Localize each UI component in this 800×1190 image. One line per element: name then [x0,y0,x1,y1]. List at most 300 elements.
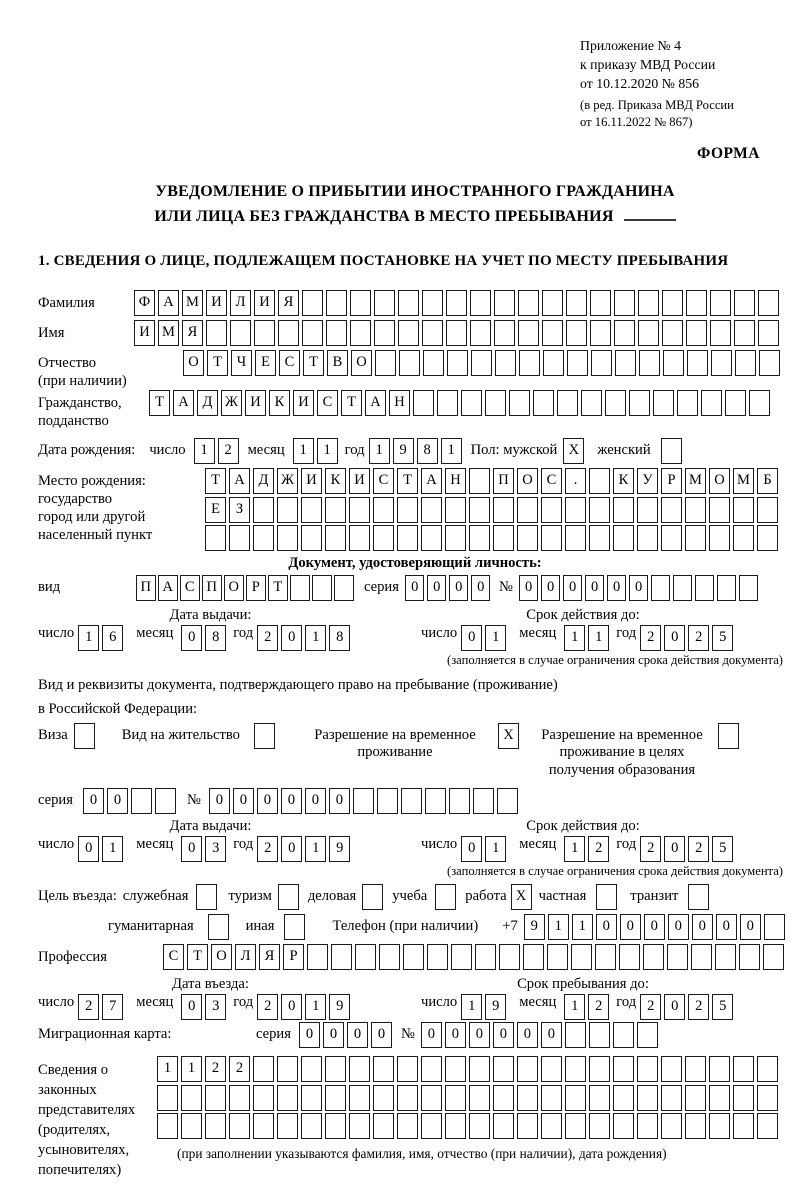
char-cell[interactable] [685,1085,706,1111]
char-cell[interactable] [373,1056,394,1082]
char-cell[interactable]: 0 [644,914,665,940]
char-cell[interactable] [565,1022,586,1048]
char-cell[interactable] [181,1113,202,1139]
char-cell[interactable] [446,320,467,346]
char-cell[interactable]: 2 [688,625,709,651]
char-cell[interactable]: 5 [712,625,733,651]
char-cell[interactable] [349,1085,370,1111]
char-cell[interactable] [651,575,671,601]
char-cell[interactable] [733,1085,754,1111]
char-cell[interactable] [517,497,538,523]
char-cell[interactable]: 0 [620,914,641,940]
char-cell[interactable]: Т [187,944,208,970]
char-cell[interactable] [517,1056,538,1082]
char-cell[interactable]: А [158,575,178,601]
char-cell[interactable] [711,350,732,376]
char-cell[interactable]: А [158,290,179,316]
char-cell[interactable]: 1 [564,625,585,651]
char-cell[interactable] [495,350,516,376]
char-cell[interactable] [615,350,636,376]
char-cell[interactable]: 5 [712,994,733,1020]
char-cell[interactable] [349,1056,370,1082]
char-cell[interactable] [449,788,470,814]
char-cell[interactable]: 0 [461,625,482,651]
char-cell[interactable] [397,525,418,551]
char-cell[interactable] [425,788,446,814]
char-cell[interactable] [422,320,443,346]
char-cell[interactable]: С [541,468,562,494]
char-cell[interactable] [445,497,466,523]
char-cell[interactable] [518,320,539,346]
char-cell[interactable] [373,1085,394,1111]
char-cell[interactable] [565,497,586,523]
char-cell[interactable] [662,290,683,316]
char-cell[interactable] [205,1085,226,1111]
char-cell[interactable]: 0 [493,1022,514,1048]
char-cell[interactable] [541,1085,562,1111]
char-cell[interactable]: 1 [564,994,585,1020]
char-cell[interactable] [413,390,434,416]
char-cell[interactable] [639,350,660,376]
char-cell[interactable] [355,944,376,970]
char-cell[interactable]: Т [268,575,288,601]
char-cell[interactable]: Ф [134,290,155,316]
char-cell[interactable] [397,1056,418,1082]
char-cell[interactable] [494,320,515,346]
char-cell[interactable]: 0 [209,788,230,814]
char-cell[interactable] [131,788,152,814]
char-cell[interactable] [589,1113,610,1139]
char-cell[interactable] [421,525,442,551]
char-cell[interactable]: 0 [405,575,425,601]
char-cell[interactable] [307,944,328,970]
char-cell[interactable]: С [373,468,394,494]
char-cell[interactable] [499,944,520,970]
char-cell[interactable] [469,1113,490,1139]
char-cell[interactable]: 0 [541,575,561,601]
char-cell[interactable] [475,944,496,970]
char-cell[interactable] [653,390,674,416]
char-cell[interactable] [446,290,467,316]
checkbox-cell[interactable] [435,884,456,910]
checkbox-cell[interactable] [718,723,739,749]
char-cell[interactable]: 0 [664,625,685,651]
char-cell[interactable] [397,497,418,523]
char-cell[interactable] [629,390,650,416]
char-cell[interactable] [229,1113,250,1139]
char-cell[interactable] [397,1085,418,1111]
char-cell[interactable] [470,290,491,316]
char-cell[interactable]: 1 [194,438,215,464]
char-cell[interactable] [253,1056,274,1082]
char-cell[interactable] [533,390,554,416]
checkbox-cell[interactable] [688,884,709,910]
char-cell[interactable]: 0 [181,994,202,1020]
char-cell[interactable] [350,290,371,316]
char-cell[interactable]: 0 [233,788,254,814]
char-cell[interactable] [638,290,659,316]
char-cell[interactable]: 0 [445,1022,466,1048]
char-cell[interactable]: Т [205,468,226,494]
char-cell[interactable]: Д [253,468,274,494]
char-cell[interactable]: С [279,350,300,376]
char-cell[interactable]: 2 [257,994,278,1020]
char-cell[interactable]: 8 [417,438,438,464]
char-cell[interactable]: 0 [692,914,713,940]
char-cell[interactable]: 2 [588,994,609,1020]
char-cell[interactable]: 0 [461,836,482,862]
checkbox-cell[interactable]: X [563,438,584,464]
char-cell[interactable]: 3 [205,836,226,862]
char-cell[interactable]: Т [341,390,362,416]
char-cell[interactable] [398,290,419,316]
char-cell[interactable]: Л [230,290,251,316]
char-cell[interactable] [473,788,494,814]
char-cell[interactable]: 1 [293,438,314,464]
char-cell[interactable]: 0 [664,994,685,1020]
char-cell[interactable]: М [158,320,179,346]
char-cell[interactable]: 9 [485,994,506,1020]
char-cell[interactable] [325,1085,346,1111]
char-cell[interactable] [253,497,274,523]
char-cell[interactable] [349,525,370,551]
char-cell[interactable]: 0 [629,575,649,601]
char-cell[interactable] [374,290,395,316]
char-cell[interactable] [302,290,323,316]
char-cell[interactable] [758,290,779,316]
char-cell[interactable]: З [229,497,250,523]
char-cell[interactable]: 0 [323,1022,344,1048]
char-cell[interactable]: 1 [181,1056,202,1082]
char-cell[interactable] [349,1113,370,1139]
char-cell[interactable] [661,525,682,551]
char-cell[interactable] [565,1085,586,1111]
char-cell[interactable] [485,390,506,416]
char-cell[interactable] [637,1085,658,1111]
char-cell[interactable] [565,525,586,551]
char-cell[interactable] [589,1022,610,1048]
char-cell[interactable] [557,390,578,416]
char-cell[interactable] [739,575,759,601]
char-cell[interactable] [421,1113,442,1139]
char-cell[interactable]: 1 [317,438,338,464]
char-cell[interactable] [229,1085,250,1111]
char-cell[interactable] [325,497,346,523]
char-cell[interactable]: 1 [102,836,123,862]
char-cell[interactable] [181,1085,202,1111]
char-cell[interactable] [373,497,394,523]
char-cell[interactable] [423,350,444,376]
char-cell[interactable] [725,390,746,416]
char-cell[interactable] [523,944,544,970]
char-cell[interactable] [451,944,472,970]
char-cell[interactable] [470,320,491,346]
char-cell[interactable]: В [327,350,348,376]
char-cell[interactable]: 2 [257,625,278,651]
char-cell[interactable] [565,1056,586,1082]
char-cell[interactable] [469,497,490,523]
char-cell[interactable] [325,1113,346,1139]
char-cell[interactable]: А [173,390,194,416]
char-cell[interactable] [710,320,731,346]
char-cell[interactable] [566,290,587,316]
char-cell[interactable]: Н [445,468,466,494]
char-cell[interactable]: К [325,468,346,494]
char-cell[interactable] [403,944,424,970]
char-cell[interactable] [399,350,420,376]
char-cell[interactable] [687,350,708,376]
char-cell[interactable]: О [709,468,730,494]
char-cell[interactable]: Я [182,320,203,346]
checkbox-cell[interactable] [284,914,305,940]
char-cell[interactable] [733,525,754,551]
char-cell[interactable] [494,290,515,316]
char-cell[interactable] [661,1113,682,1139]
char-cell[interactable]: 1 [485,625,506,651]
char-cell[interactable] [591,350,612,376]
checkbox-cell[interactable]: X [498,723,519,749]
char-cell[interactable] [253,525,274,551]
char-cell[interactable]: 0 [281,625,302,651]
char-cell[interactable] [733,1056,754,1082]
char-cell[interactable] [471,350,492,376]
char-cell[interactable] [325,525,346,551]
char-cell[interactable]: Ч [231,350,252,376]
char-cell[interactable] [757,1113,778,1139]
char-cell[interactable]: 7 [102,994,123,1020]
char-cell[interactable]: 2 [588,836,609,862]
char-cell[interactable] [447,350,468,376]
char-cell[interactable] [377,788,398,814]
char-cell[interactable] [519,350,540,376]
checkbox-cell[interactable] [661,438,682,464]
char-cell[interactable] [758,320,779,346]
char-cell[interactable] [757,1056,778,1082]
char-cell[interactable] [277,1056,298,1082]
char-cell[interactable] [677,390,698,416]
char-cell[interactable]: 1 [564,836,585,862]
char-cell[interactable] [155,788,176,814]
char-cell[interactable]: 1 [78,625,99,651]
char-cell[interactable]: Е [205,497,226,523]
char-cell[interactable] [397,1113,418,1139]
char-cell[interactable]: О [517,468,538,494]
char-cell[interactable] [709,497,730,523]
char-cell[interactable]: 0 [299,1022,320,1048]
char-cell[interactable]: И [245,390,266,416]
char-cell[interactable]: 0 [107,788,128,814]
char-cell[interactable]: 1 [588,625,609,651]
char-cell[interactable] [619,944,640,970]
char-cell[interactable] [445,1085,466,1111]
char-cell[interactable] [542,290,563,316]
char-cell[interactable]: С [180,575,200,601]
char-cell[interactable]: 6 [102,625,123,651]
char-cell[interactable]: Т [207,350,228,376]
char-cell[interactable] [613,1022,634,1048]
char-cell[interactable]: Н [389,390,410,416]
char-cell[interactable]: Ж [277,468,298,494]
char-cell[interactable]: Ж [221,390,242,416]
char-cell[interactable] [350,320,371,346]
char-cell[interactable] [565,1113,586,1139]
char-cell[interactable] [637,1113,658,1139]
char-cell[interactable] [290,575,310,601]
char-cell[interactable] [301,497,322,523]
char-cell[interactable] [589,1085,610,1111]
char-cell[interactable] [469,525,490,551]
char-cell[interactable] [334,575,354,601]
char-cell[interactable]: 2 [640,836,661,862]
char-cell[interactable] [638,320,659,346]
char-cell[interactable] [401,788,422,814]
char-cell[interactable]: Е [255,350,276,376]
char-cell[interactable] [686,320,707,346]
char-cell[interactable]: 0 [181,625,202,651]
char-cell[interactable] [277,1085,298,1111]
char-cell[interactable]: О [351,350,372,376]
char-cell[interactable] [637,1056,658,1082]
char-cell[interactable] [353,788,374,814]
char-cell[interactable]: 9 [329,994,350,1020]
char-cell[interactable]: 2 [218,438,239,464]
char-cell[interactable] [589,468,610,494]
char-cell[interactable] [517,1113,538,1139]
char-cell[interactable] [605,390,626,416]
char-cell[interactable]: 0 [517,1022,538,1048]
char-cell[interactable] [542,320,563,346]
char-cell[interactable] [685,1113,706,1139]
char-cell[interactable]: 0 [469,1022,490,1048]
char-cell[interactable] [613,525,634,551]
char-cell[interactable] [301,1056,322,1082]
char-cell[interactable] [427,944,448,970]
char-cell[interactable]: 3 [205,994,226,1020]
checkbox-cell[interactable] [196,884,217,910]
char-cell[interactable]: 0 [78,836,99,862]
char-cell[interactable] [497,788,518,814]
char-cell[interactable] [709,1056,730,1082]
char-cell[interactable]: 0 [421,1022,442,1048]
char-cell[interactable] [301,1113,322,1139]
char-cell[interactable]: Т [397,468,418,494]
char-cell[interactable]: 1 [441,438,462,464]
char-cell[interactable] [667,944,688,970]
char-cell[interactable] [326,320,347,346]
char-cell[interactable] [709,525,730,551]
char-cell[interactable] [734,320,755,346]
char-cell[interactable]: И [349,468,370,494]
char-cell[interactable] [469,1085,490,1111]
char-cell[interactable]: 1 [548,914,569,940]
char-cell[interactable] [613,497,634,523]
char-cell[interactable] [614,320,635,346]
char-cell[interactable] [421,1085,442,1111]
char-cell[interactable] [643,944,664,970]
char-cell[interactable] [493,1056,514,1082]
char-cell[interactable]: 2 [229,1056,250,1082]
char-cell[interactable]: 0 [427,575,447,601]
checkbox-cell[interactable] [596,884,617,910]
char-cell[interactable] [331,944,352,970]
char-cell[interactable] [541,1113,562,1139]
char-cell[interactable] [517,525,538,551]
char-cell[interactable]: 9 [524,914,545,940]
char-cell[interactable]: Р [246,575,266,601]
char-cell[interactable] [695,575,715,601]
char-cell[interactable] [685,525,706,551]
char-cell[interactable]: 0 [329,788,350,814]
char-cell[interactable] [571,944,592,970]
char-cell[interactable]: Я [278,290,299,316]
char-cell[interactable]: Д [197,390,218,416]
char-cell[interactable] [733,497,754,523]
char-cell[interactable]: С [163,944,184,970]
char-cell[interactable]: Б [757,468,778,494]
char-cell[interactable] [589,1056,610,1082]
char-cell[interactable] [613,1085,634,1111]
char-cell[interactable]: 0 [281,836,302,862]
char-cell[interactable]: 0 [257,788,278,814]
char-cell[interactable] [205,525,226,551]
char-cell[interactable] [709,1085,730,1111]
char-cell[interactable]: 0 [740,914,761,940]
char-cell[interactable]: 0 [181,836,202,862]
char-cell[interactable] [543,350,564,376]
char-cell[interactable]: Я [259,944,280,970]
char-cell[interactable]: 0 [281,994,302,1020]
char-cell[interactable]: М [733,468,754,494]
char-cell[interactable] [325,1056,346,1082]
char-cell[interactable]: Л [235,944,256,970]
char-cell[interactable]: О [224,575,244,601]
char-cell[interactable]: О [183,350,204,376]
char-cell[interactable] [764,914,785,940]
char-cell[interactable] [493,1085,514,1111]
char-cell[interactable] [589,497,610,523]
char-cell[interactable] [709,1113,730,1139]
char-cell[interactable] [661,1085,682,1111]
char-cell[interactable]: 5 [712,836,733,862]
char-cell[interactable]: 2 [688,836,709,862]
char-cell[interactable] [735,350,756,376]
char-cell[interactable] [326,290,347,316]
char-cell[interactable]: Р [283,944,304,970]
char-cell[interactable] [445,1113,466,1139]
char-cell[interactable] [493,497,514,523]
char-cell[interactable] [493,1113,514,1139]
char-cell[interactable]: 0 [563,575,583,601]
char-cell[interactable] [229,525,250,551]
char-cell[interactable] [422,290,443,316]
char-cell[interactable]: Т [149,390,170,416]
char-cell[interactable]: 8 [329,625,350,651]
char-cell[interactable] [613,1056,634,1082]
char-cell[interactable]: А [421,468,442,494]
char-cell[interactable]: П [136,575,156,601]
char-cell[interactable] [595,944,616,970]
char-cell[interactable]: 0 [664,836,685,862]
char-cell[interactable]: П [202,575,222,601]
char-cell[interactable] [517,1085,538,1111]
char-cell[interactable]: О [211,944,232,970]
char-cell[interactable] [614,290,635,316]
char-cell[interactable] [759,350,780,376]
char-cell[interactable]: 0 [449,575,469,601]
char-cell[interactable] [518,290,539,316]
char-cell[interactable] [733,1113,754,1139]
char-cell[interactable] [157,1085,178,1111]
